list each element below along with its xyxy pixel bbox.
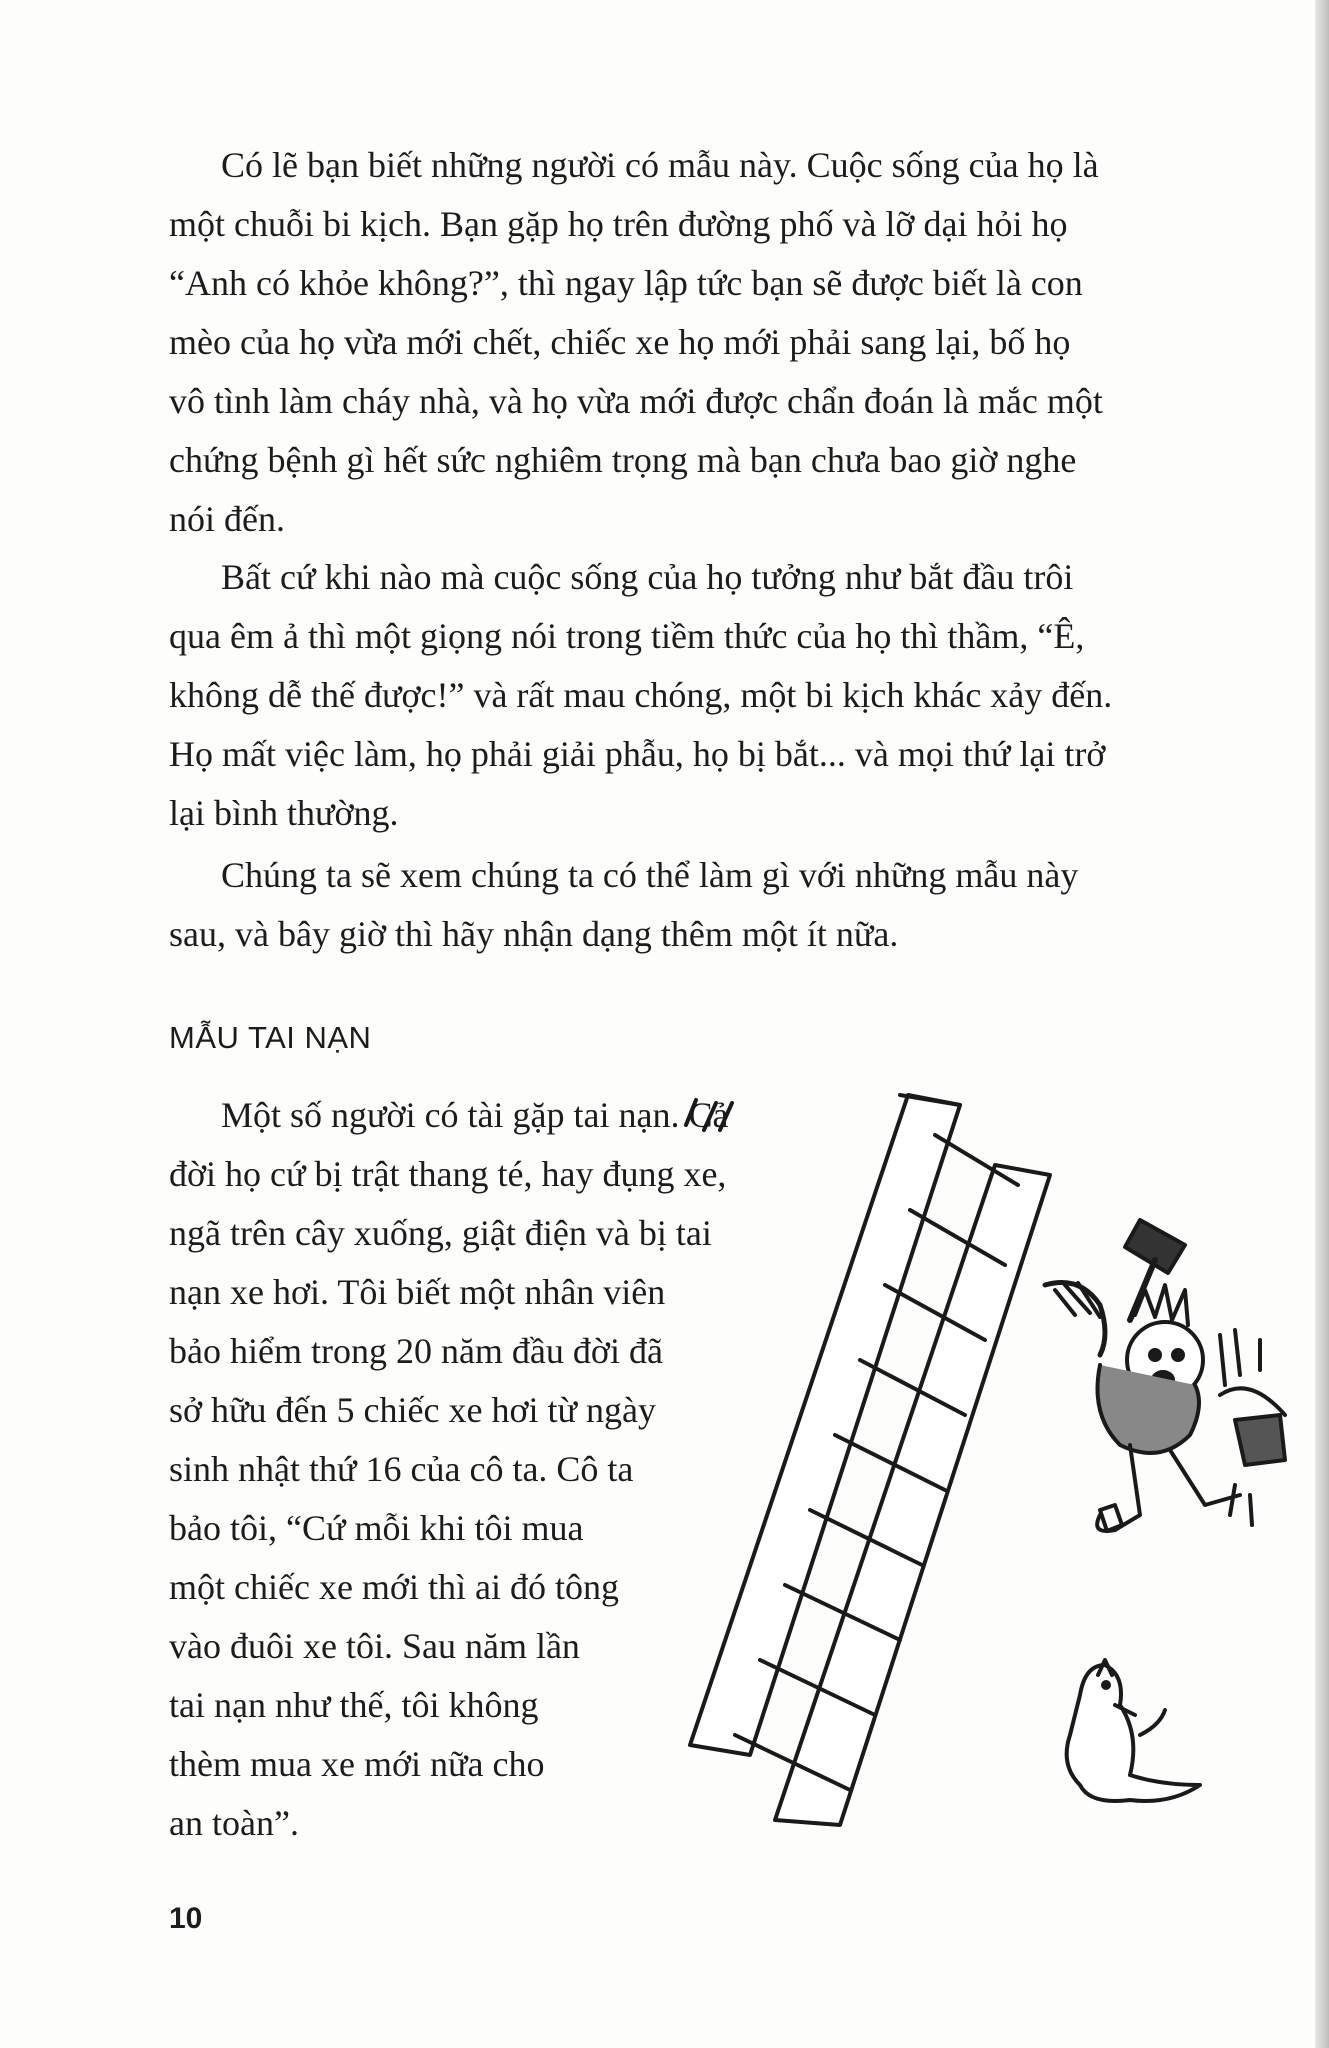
text-line: thèm mua xe mới nữa cho (169, 1744, 545, 1784)
text-line: Chúng ta sẽ xem chúng ta có thể làm gì với những mẫu này (221, 855, 1079, 895)
text-line: nói đến. (169, 499, 285, 539)
text-line: qua êm ả thì một giọng nói trong tiềm thức của họ thì thầm, “Ê, (169, 616, 1085, 656)
text-line: ngã trên cây xuống, giật điện và bị tai (169, 1213, 712, 1253)
text-line: an toàn”. (169, 1803, 299, 1843)
text-line: một chiếc xe mới thì ai đó tông (169, 1567, 619, 1607)
paragraph-whenever (169, 548, 1219, 843)
text-line: Bất cứ khi nào mà cuộc sống của họ tưởng như bắt đầu trôi (221, 557, 1074, 597)
text-line: vào đuôi xe tôi. Sau năm lần (169, 1626, 580, 1666)
paragraph-later (169, 846, 1219, 964)
falling-ladder-cartoon-icon (660, 1085, 1300, 1865)
text-line: vô tình làm cháy nhà, và họ vừa mới được chẩn đoán là mắc một (169, 381, 1103, 421)
text-line: không dễ thế được!” và rất mau chóng, một bi kịch khác xảy đến. (169, 675, 1113, 715)
paragraph-intro (169, 136, 1219, 549)
text-line: sinh nhật thứ 16 của cô ta. Cô ta (169, 1449, 634, 1489)
text-line: Có lẽ bạn biết những người có mẫu này. Cuộc sống của họ là (221, 145, 1099, 185)
text-line: tai nạn như thế, tôi không (169, 1685, 539, 1725)
text-line: “Anh có khỏe không?”, thì ngay lập tức bạn sẽ được biết là con (169, 263, 1083, 303)
text-line: Họ mất việc làm, họ phải giải phẫu, họ bị bắt... và mọi thứ lại trở (169, 734, 1106, 774)
text-line: lại bình thường. (169, 793, 399, 833)
section-heading: MẪU TAI NẠN (169, 1020, 372, 1055)
text-line: một chuỗi bi kịch. Bạn gặp họ trên đường phố và lỡ dại hỏi họ (169, 204, 1068, 244)
text-line: chứng bệnh gì hết sức nghiêm trọng mà bạn chưa bao giờ nghe (169, 440, 1077, 480)
text-line: sở hữu đến 5 chiếc xe hơi từ ngày (169, 1390, 656, 1430)
text-line: sau, và bây giờ thì hãy nhận dạng thêm một ít nữa. (169, 914, 899, 954)
text-line: mèo của họ vừa mới chết, chiếc xe họ mới phải sang lại, bố họ (169, 322, 1071, 362)
text-line: bảo tôi, “Cứ mỗi khi tôi mua (169, 1508, 584, 1548)
text-line: bảo hiểm trong 20 năm đầu đời đã (169, 1331, 663, 1371)
page-edge-shadow (1315, 0, 1329, 2048)
text-line: Một số người có tài gặp tai nạn. Cả (221, 1095, 729, 1135)
text-line: nạn xe hơi. Tôi biết một nhân viên (169, 1272, 666, 1312)
text-line: đời họ cứ bị trật thang té, hay đụng xe, (169, 1154, 727, 1194)
page-number: 10 (169, 1902, 203, 1935)
